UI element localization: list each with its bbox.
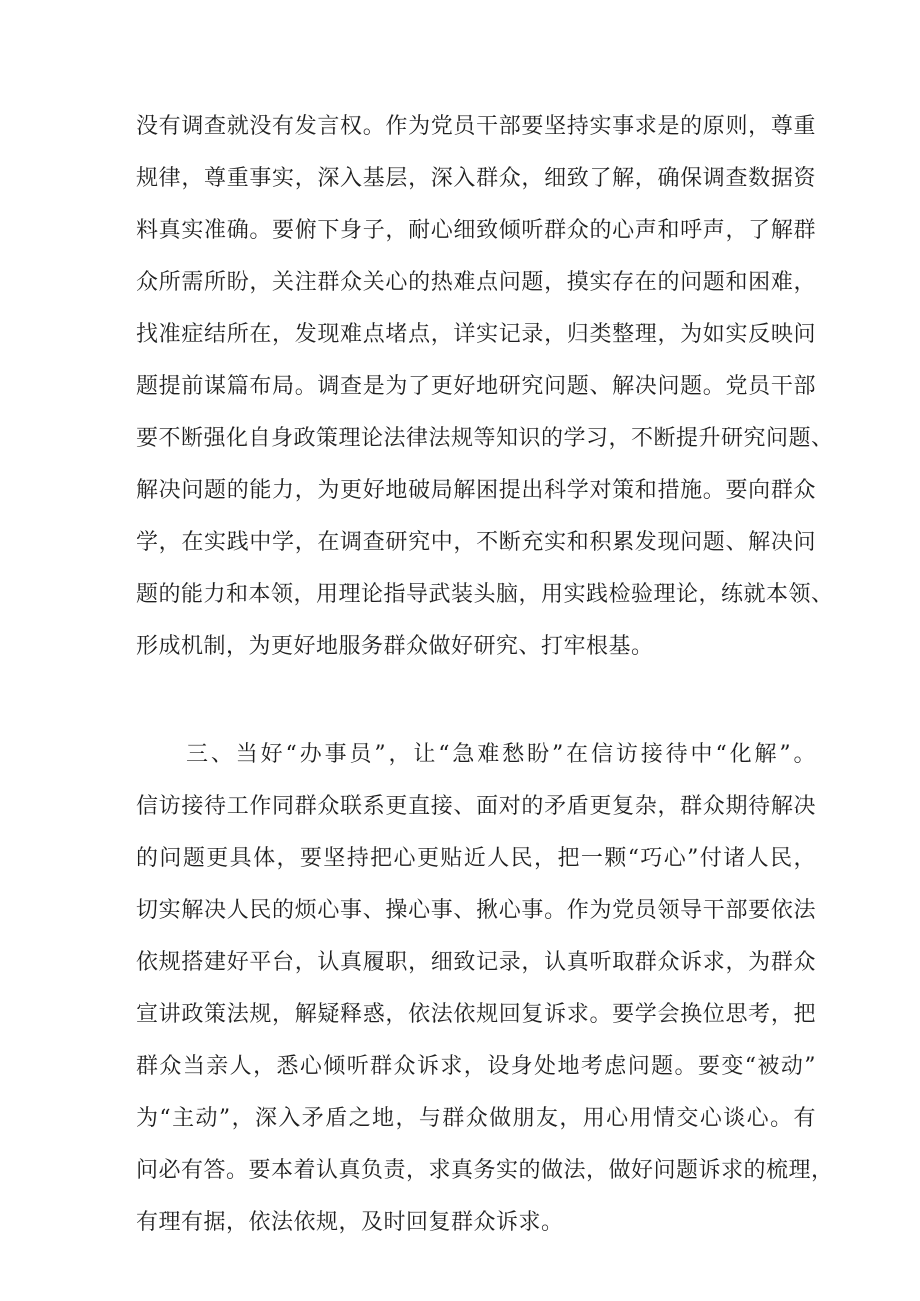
section-heading-line: 三、当好“办事员”，让“急难愁盼”在信访接待中“化解”。 [186, 742, 816, 767]
text-line: 切实解决人民的烦心事、操心事、揪心事。作为党员领导干部要依法 [136, 898, 816, 923]
text-line: 料真实准确。要俯下身子，耐心细致倾听群众的心声和呼声，了解群 [136, 218, 816, 243]
text-line: 规律，尊重事实，深入基层，深入群众，细致了解，确保调查数据资 [136, 166, 816, 191]
text-line: 有理有据，依法依规，及时回复群众诉求。 [136, 1210, 564, 1235]
text-line: 题提前谋篇布局。调查是为了更好地研究问题、解决问题。党员干部 [136, 374, 816, 399]
text-line: 众所需所盼，关注群众关心的热难点问题，摸实存在的问题和困难， [136, 270, 816, 295]
text-line: 群众当亲人，悉心倾听群众诉求，设身处地考虑问题。要变“被动” [136, 1054, 816, 1079]
text-line: 解决问题的能力，为更好地破局解困提出科学对策和措施。要向群众 [136, 478, 816, 503]
text-line: 为“主动”，深入矛盾之地，与群众做朋友，用心用情交心谈心。有 [136, 1106, 816, 1131]
text-line: 问必有答。要本着认真负责，求真务实的做法，做好问题诉求的梳理， [136, 1158, 834, 1183]
text-line: 题的能力和本领，用理论指导武装头脑，用实践检验理论，练就本领、 [136, 582, 834, 607]
text-line: 没有调查就没有发言权。作为党员干部要坚持实事求是的原则，尊重 [136, 114, 816, 139]
text-line: 的问题更具体，要坚持把心更贴近人民，把一颗“巧心”付诸人民， [136, 846, 816, 871]
text-line: 信访接待工作同群众联系更直接、面对的矛盾更复杂，群众期待解决 [136, 794, 816, 819]
text-line: 依规搭建好平台，认真履职，细致记录，认真听取群众诉求，为群众 [136, 950, 816, 975]
text-line: 找准症结所在，发现难点堵点，详实记录，归类整理，为如实反映问 [136, 322, 816, 347]
text-line: 要不断强化自身政策理论法律法规等知识的学习，不断提升研究问题、 [136, 426, 834, 451]
text-line: 学，在实践中学，在调查研究中，不断充实和积累发现问题、解决问 [136, 530, 816, 555]
text-line: 形成机制，为更好地服务群众做好研究、打牢根基。 [136, 634, 654, 659]
text-line: 宣讲政策法规，解疑释惑，依法依规回复诉求。要学会换位思考，把 [136, 1002, 816, 1027]
